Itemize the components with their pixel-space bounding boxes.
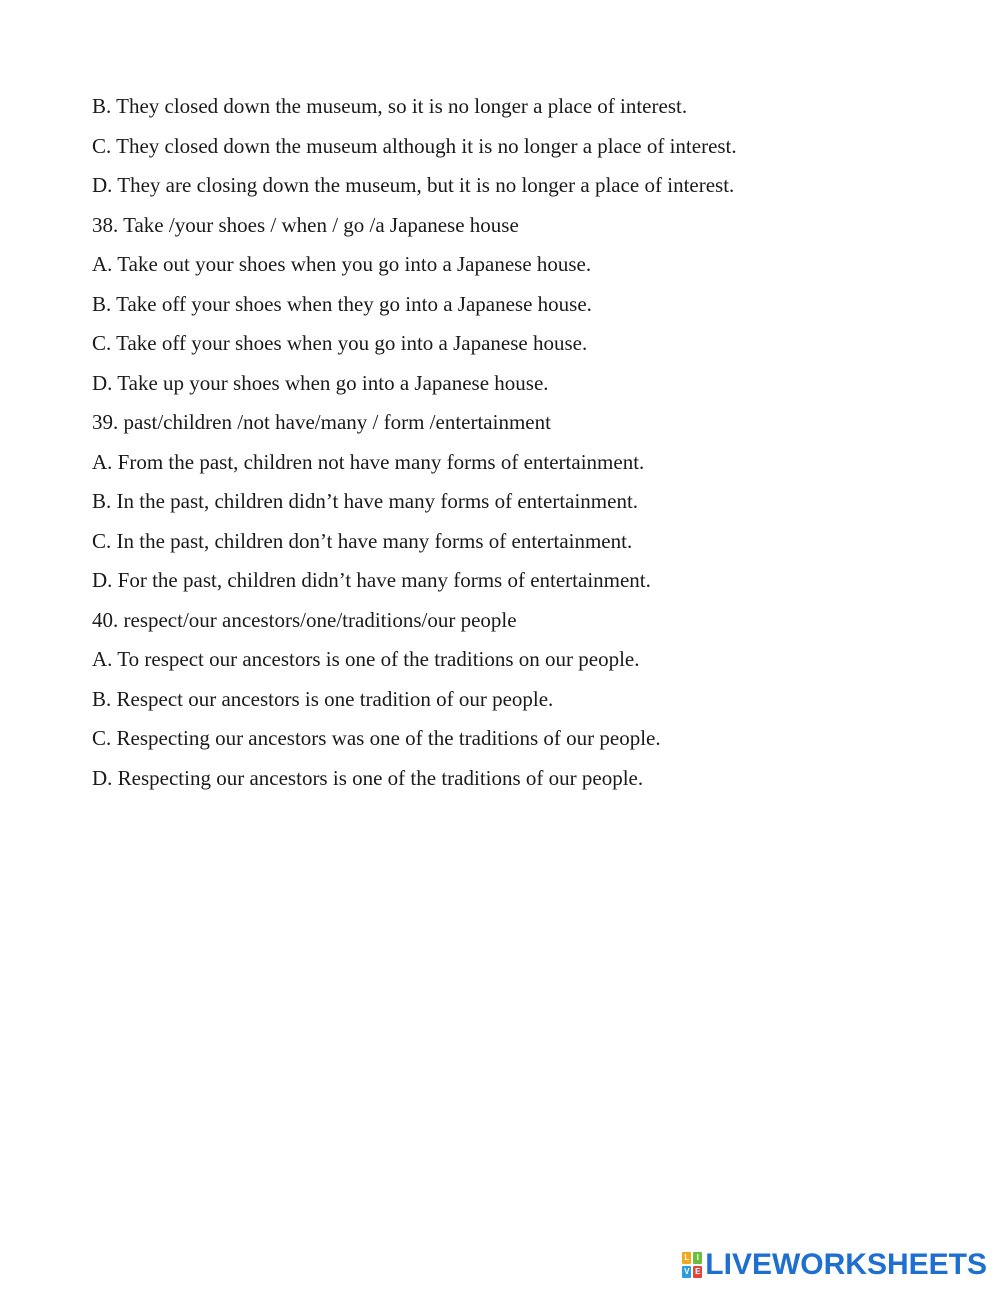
logo-tile: V xyxy=(684,1267,690,1276)
worksheet-line: C. They closed down the museum although it is no longer a place of interest. xyxy=(92,133,737,158)
logo-tile: I xyxy=(693,1252,702,1264)
liveworksheets-icon xyxy=(682,1252,702,1278)
worksheet-line: D. For the past, children didn’t have many forms of entertainment. xyxy=(92,568,651,592)
worksheet-line: D. They are closing down the museum, but it is no longer a place of interest. xyxy=(92,173,735,197)
worksheet-lines xyxy=(92,92,952,803)
worksheet-line: A. From the past, children not have many forms of entertainment. xyxy=(92,449,645,474)
worksheet-line: B. Respect our ancestors is one tradition of our people. xyxy=(92,686,554,711)
worksheet-line: C. Respecting our ancestors was one of the traditions of our people. xyxy=(92,726,661,750)
worksheet-line: C. Take off your shoes when you go into a Japanese house. xyxy=(92,331,588,355)
worksheet-line: D. Respecting our ancestors is one of the traditions of our people. xyxy=(92,765,644,790)
worksheet-line: B. They closed down the museum, so it is no longer a place of interest. xyxy=(92,94,688,118)
worksheet-line: A. Take out your shoes when you go into a Japanese house. xyxy=(92,252,592,276)
question-38: 38. Take /your shoes / when / go /a Japanese house xyxy=(92,212,519,237)
worksheet-line: B. Take off your shoes when they go into a Japanese house. xyxy=(92,291,592,316)
worksheet-line: C. In the past, children don’t have many forms of entertainment. xyxy=(92,528,633,553)
liveworksheets-logo xyxy=(682,1250,987,1280)
logo-tile: L xyxy=(682,1252,691,1264)
question-40: 40. respect/our ancestors/one/traditions/our people xyxy=(92,607,517,632)
question-39: 39. past/children /not have/many / form /entertainment xyxy=(92,410,551,434)
liveworksheets-wordmark: LIVEWORKSHEETS xyxy=(705,1248,987,1281)
worksheet-line: A. To respect our ancestors is one of the traditions on our people. xyxy=(92,647,640,671)
worksheet-line: B. In the past, children didn’t have many forms of entertainment. xyxy=(92,489,639,513)
logo-tile: E xyxy=(695,1267,701,1276)
worksheet-line: D. Take up your shoes when go into a Japanese house. xyxy=(92,370,549,395)
